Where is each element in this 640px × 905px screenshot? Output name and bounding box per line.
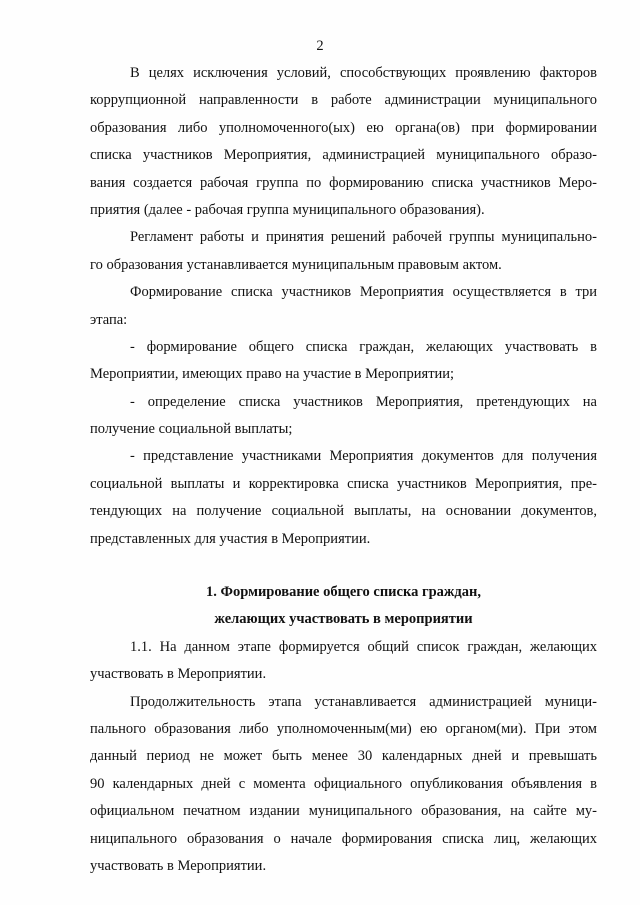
- text-line: 1.1. На данном этапе формируется общий список граждан, желающих: [130, 638, 597, 655]
- text-line: вания создается рабочая группа по формированию списка участников Меро-: [90, 174, 597, 191]
- text-line: тендующих на получение социальной выплаты, на основании документов,: [90, 503, 597, 520]
- text-line: этапа:: [90, 311, 128, 328]
- text-line: - формирование общего списка граждан, желающих участвовать в: [130, 338, 597, 355]
- section-gap: [90, 553, 597, 579]
- text-line: данный период не может быть менее 30 календарных дней и превышать: [90, 748, 597, 765]
- text-line: официальном печатном издании муниципального образования, на сайте му-: [90, 803, 597, 820]
- text-line: Формирование списка участников Мероприятия осуществляется в три: [130, 284, 597, 301]
- text-line: социальной выплаты и корректировка списка участников Мероприятия, пре-: [90, 475, 597, 492]
- section-heading-line: 1. Формирование общего списка граждан,: [206, 584, 481, 601]
- text-line: Регламент работы и принятия решений рабочей группы муниципально-: [130, 229, 597, 246]
- text-line: получение социальной выплаты;: [90, 421, 293, 438]
- text-line: В целях исключения условий, способствующих проявлению факторов: [130, 65, 597, 81]
- text-line: го образования устанавливается муниципальным правовым актом.: [90, 256, 502, 273]
- section-heading-line: желающих участвовать в мероприятии: [214, 611, 473, 628]
- page-number: 2: [316, 38, 324, 54]
- text-line: Мероприятии, имеющих право на участие в Мероприятии;: [90, 366, 455, 383]
- text-line: участвовать в Мероприятии.: [90, 666, 267, 683]
- text-line: 90 календарных дней с момента официального опубликования объявления в: [90, 775, 597, 792]
- text-line: представленных для участия в Мероприятии.: [90, 530, 371, 547]
- text-line: пального образования либо уполномоченным(ми) ею органом(ми). При этом: [90, 720, 597, 737]
- document-body: [90, 60, 597, 880]
- text-line: участвовать в Мероприятии.: [90, 857, 267, 874]
- text-line: образования либо уполномоченного(ых) ею органа(ов) при формировании: [90, 119, 597, 136]
- text-line: ниципального образования о начале формирования списка лиц, желающих: [90, 830, 597, 847]
- text-line: списка участников Мероприятия, администрацией муниципального образо-: [90, 147, 597, 164]
- text-line: коррупционной направленности в работе администрации муниципального: [90, 92, 597, 109]
- text-line: - определение списка участников Мероприятия, претендующих на: [130, 393, 597, 410]
- text-line: Продолжительность этапа устанавливается администрацией муници-: [130, 693, 597, 710]
- text-line: приятия (далее - рабочая группа муниципального образования).: [90, 201, 485, 218]
- text-line: - представление участниками Мероприятия документов для получения: [130, 448, 597, 465]
